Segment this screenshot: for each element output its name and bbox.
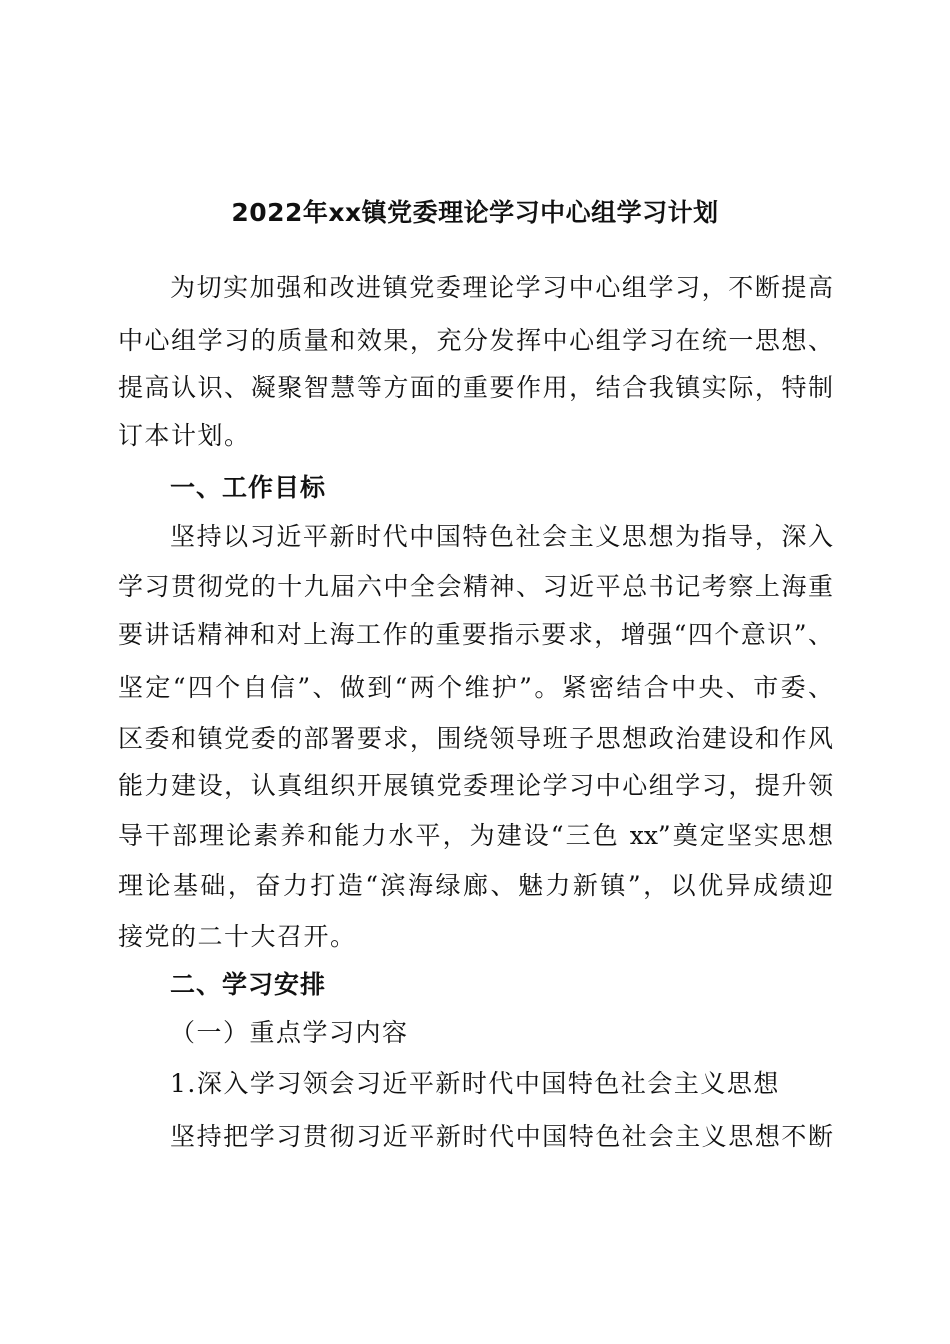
paragraph-line: 接党的二十大召开。 xyxy=(118,922,357,951)
intro-line: 中心组学习的质量和效果，充分发挥中心组学习在统一思想、 xyxy=(118,326,833,355)
intro-line: 订本计划。 xyxy=(118,421,251,450)
list-item: 1.深入学习领会习近平新时代中国特色社会主义思想 xyxy=(170,1069,780,1098)
subheading-key-content: （一）重点学习内容 xyxy=(170,1018,409,1047)
paragraph-line: 学习贯彻党的十九届六中全会精神、习近平总书记考察上海重 xyxy=(118,572,833,601)
paragraph-line: 坚持把学习贯彻习近平新时代中国特色社会主义思想不断 xyxy=(170,1122,833,1151)
paragraph-line: 理论基础，奋力打造“滨海绿廊、魅力新镇”，以优异成绩迎 xyxy=(118,871,833,900)
paragraph-line: 要讲话精神和对上海工作的重要指示要求，增强“四个意识”、 xyxy=(118,620,833,649)
paragraph-line: 区委和镇党委的部署要求，围绕领导班子思想政治建设和作风 xyxy=(118,724,833,753)
section-heading-goals: 一、工作目标 xyxy=(170,473,327,502)
section-heading-arrangement: 二、学习安排 xyxy=(170,970,327,999)
paragraph-line: 坚定“四个自信”、做到“两个维护”。紧密结合中央、市委、 xyxy=(118,673,833,702)
intro-line: 为切实加强和改进镇党委理论学习中心组学习，不断提高 xyxy=(170,273,833,302)
paragraph-line: 导干部理论素养和能力水平，为建设“三色 xx”奠定坚实思想 xyxy=(118,821,833,850)
paragraph-line: 坚持以习近平新时代中国特色社会主义思想为指导，深入 xyxy=(170,522,833,551)
document-title: 2022年xx镇党委理论学习中心组学习计划 xyxy=(231,198,719,227)
paragraph-line: 能力建设，认真组织开展镇党委理论学习中心组学习，提升领 xyxy=(118,771,833,800)
intro-line: 提高认识、凝聚智慧等方面的重要作用，结合我镇实际，特制 xyxy=(118,373,833,402)
